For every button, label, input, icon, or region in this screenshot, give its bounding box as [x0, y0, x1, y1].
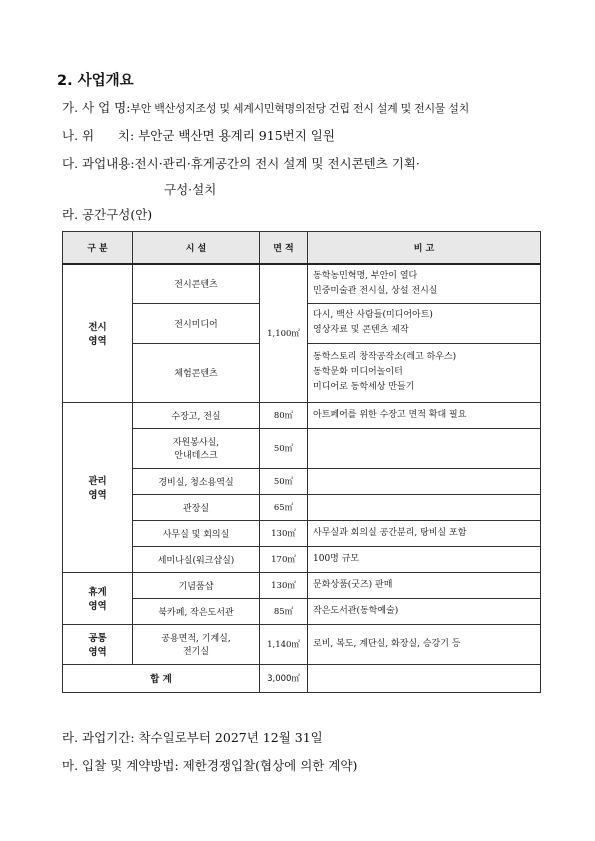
table-row	[63, 546, 541, 572]
note-cell: 로비, 복도, 계단실, 화장실, 승강기 등	[308, 624, 541, 664]
content-line	[62, 154, 420, 172]
table-row	[63, 264, 541, 303]
facility-cell: 기념품샵	[133, 572, 260, 598]
note-cell: 문화상품(굿즈) 판매	[308, 572, 541, 598]
space-heading: 라. 공간구성(안)	[62, 207, 153, 222]
facility-cell: 북카페, 작은도서관	[133, 598, 260, 624]
zone-exhibition: 전시 영역	[63, 264, 133, 402]
note-cell: 작은도서관(동학예술)	[308, 598, 541, 624]
table-row	[63, 520, 541, 546]
facility-cell: 관장실	[133, 494, 260, 520]
header-facility: 시 설	[133, 232, 260, 265]
zone-common: 공통 영역	[63, 624, 133, 664]
table-row	[63, 598, 541, 624]
total-note	[308, 664, 541, 692]
area-cell: 50㎡	[260, 428, 308, 468]
table-header-row	[63, 232, 541, 265]
zone-management: 관리 영역	[63, 402, 133, 572]
project-name-line	[62, 98, 469, 116]
area-cell: 80㎡	[260, 402, 308, 428]
facility-cell: 경비실, 청소용역실	[133, 468, 260, 494]
note-cell	[308, 428, 541, 468]
content-value-line2: 구성·설치	[164, 182, 217, 197]
table-row	[63, 494, 541, 520]
total-label: 합 계	[63, 664, 260, 692]
area-cell: 170㎡	[260, 546, 308, 572]
total-row	[63, 664, 541, 692]
note-cell: 100명 규모	[308, 546, 541, 572]
table-row	[63, 428, 541, 468]
header-area: 면 적	[260, 232, 308, 265]
area-cell: 130㎡	[260, 520, 308, 546]
zone-rest: 휴게 영역	[63, 572, 133, 624]
project-name-label: 가. 사 업 명:	[62, 100, 131, 115]
note-cell: 다시, 백산 사람들(미디어아트) 영상자료 및 콘텐츠 제작	[308, 303, 541, 343]
note-cell: 아트페어를 위한 수장고 면적 확대 필요	[308, 402, 541, 428]
table-row	[63, 402, 541, 428]
space-composition-table	[62, 231, 541, 693]
facility-cell: 수장고, 전실	[133, 402, 260, 428]
section-title: 2. 사업개요	[57, 73, 134, 89]
area-cell: 1,100㎡	[260, 264, 308, 402]
location-value: 부안군 백산면 용계리 915번지 일원	[138, 128, 335, 143]
area-cell: 85㎡	[260, 598, 308, 624]
table-row	[63, 572, 541, 598]
note-cell: 사무실과 회의실 공간분리, 탕비실 포함	[308, 520, 541, 546]
facility-cell: 자원봉사실, 안내데스크	[133, 428, 260, 468]
area-cell: 65㎡	[260, 494, 308, 520]
content-label: 다. 과업내용:	[62, 156, 135, 171]
location-label: 나. 위 치:	[62, 128, 139, 143]
note-cell	[308, 468, 541, 494]
table-row	[63, 624, 541, 664]
area-cell: 130㎡	[260, 572, 308, 598]
facility-cell: 세미나실(워크샵실)	[133, 546, 260, 572]
note-cell: 동학스토리 창작공작소(레고 하우스) 동학문화 미디어놀이터 미디어로 동학세상 만들기	[308, 343, 541, 402]
bidding-line: 마. 입찰 및 계약방법: 제한경쟁입찰(협상에 의한 계약)	[62, 758, 358, 773]
area-cell: 50㎡	[260, 468, 308, 494]
project-name-value: 부안 백산성지조성 및 세계시민혁명의전당 건립 전시 설계 및 전시물 설치	[130, 102, 469, 115]
note-cell	[308, 494, 541, 520]
total-area: 3,000㎡	[260, 664, 308, 692]
header-notes: 비 고	[308, 232, 541, 265]
header-category: 구 분	[63, 232, 133, 265]
period-line: 라. 과업기간: 착수일로부터 2027년 12월 31일	[62, 730, 323, 745]
area-cell: 1,140㎡	[260, 624, 308, 664]
content-value-line1: 전시·관리·휴게공간의 전시 설계 및 전시콘텐츠 기획·	[134, 156, 420, 171]
facility-cell: 체험콘텐츠	[133, 343, 260, 402]
facility-cell: 공용면적, 기계실, 전기실	[133, 624, 260, 664]
location-line	[62, 126, 335, 144]
table-row	[63, 468, 541, 494]
facility-cell: 전시콘텐츠	[133, 264, 260, 303]
note-cell: 동학농민혁명, 부안이 열다 민중미술관 전시실, 상설 전시실	[308, 264, 541, 303]
facility-cell: 전시미디어	[133, 303, 260, 343]
facility-cell: 사무실 및 회의실	[133, 520, 260, 546]
